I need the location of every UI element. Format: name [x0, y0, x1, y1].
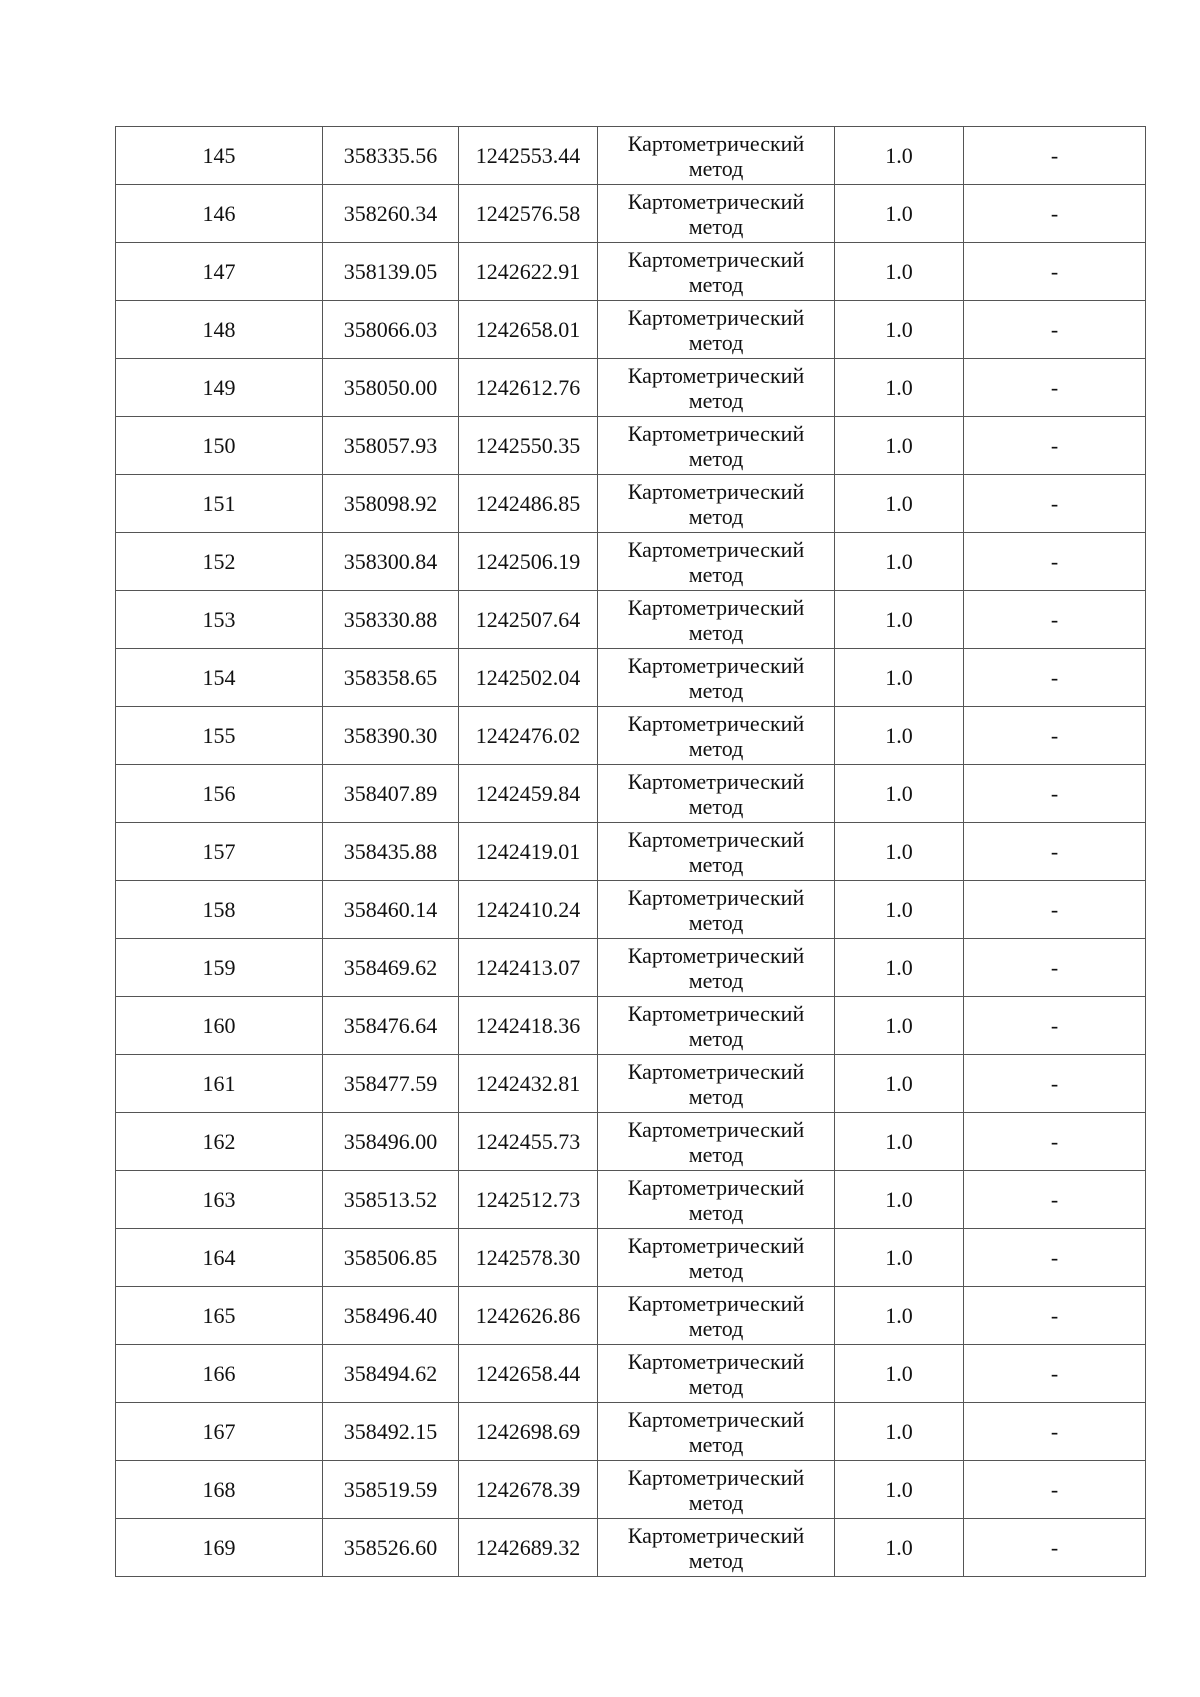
- note-cell: -: [964, 127, 1146, 185]
- table-row: [116, 1345, 1146, 1403]
- x-coordinate-cell: 358066.03: [323, 301, 459, 359]
- precision-cell: 1.0: [835, 243, 964, 301]
- method-cell: [598, 127, 835, 185]
- point-number-cell: 167: [116, 1403, 323, 1461]
- y-coordinate-cell: 1242576.58: [459, 185, 598, 243]
- y-coordinate-cell: 1242622.91: [459, 243, 598, 301]
- method-label-line2: метод: [688, 503, 744, 529]
- x-coordinate-cell: 358098.92: [323, 475, 459, 533]
- y-coordinate-cell: 1242658.44: [459, 1345, 598, 1403]
- point-number-cell: 156: [116, 765, 323, 823]
- method-label-line2: метод: [688, 561, 744, 587]
- method-cell: [598, 1461, 835, 1519]
- x-coordinate-cell: 358496.00: [323, 1113, 459, 1171]
- y-coordinate-cell: 1242459.84: [459, 765, 598, 823]
- x-coordinate-cell: 358519.59: [323, 1461, 459, 1519]
- note-cell: -: [964, 591, 1146, 649]
- table-row: [116, 1403, 1146, 1461]
- note-cell: -: [964, 1113, 1146, 1171]
- method-label-line2: метод: [688, 387, 744, 413]
- note-cell: -: [964, 1287, 1146, 1345]
- note-cell: -: [964, 1345, 1146, 1403]
- method-cell: [598, 185, 835, 243]
- y-coordinate-cell: 1242550.35: [459, 417, 598, 475]
- table-row: [116, 243, 1146, 301]
- point-number-cell: 163: [116, 1171, 323, 1229]
- note-cell: -: [964, 765, 1146, 823]
- note-cell: -: [964, 301, 1146, 359]
- note-cell: -: [964, 533, 1146, 591]
- method-cell: [598, 1345, 835, 1403]
- table-row: [116, 1461, 1146, 1519]
- method-cell: [598, 1287, 835, 1345]
- y-coordinate-cell: 1242410.24: [459, 881, 598, 939]
- method-label-line2: метод: [688, 967, 744, 993]
- method-label-line2: метод: [688, 1547, 744, 1573]
- method-label-line1: Картометрический: [627, 594, 805, 620]
- precision-cell: 1.0: [835, 823, 964, 881]
- x-coordinate-cell: 358435.88: [323, 823, 459, 881]
- method-label-line2: метод: [688, 1083, 744, 1109]
- y-coordinate-cell: 1242507.64: [459, 591, 598, 649]
- y-coordinate-cell: 1242502.04: [459, 649, 598, 707]
- method-label-line2: метод: [688, 1431, 744, 1457]
- point-number-cell: 154: [116, 649, 323, 707]
- x-coordinate-cell: 358494.62: [323, 1345, 459, 1403]
- method-label-line1: Картометрический: [627, 826, 805, 852]
- x-coordinate-cell: 358492.15: [323, 1403, 459, 1461]
- precision-cell: 1.0: [835, 591, 964, 649]
- method-label-line2: метод: [688, 1257, 744, 1283]
- point-number-cell: 162: [116, 1113, 323, 1171]
- x-coordinate-cell: 358139.05: [323, 243, 459, 301]
- method-label-line2: метод: [688, 1199, 744, 1225]
- point-number-cell: 160: [116, 997, 323, 1055]
- x-coordinate-cell: 358335.56: [323, 127, 459, 185]
- note-cell: -: [964, 185, 1146, 243]
- method-label-line1: Картометрический: [627, 768, 805, 794]
- table-row: [116, 185, 1146, 243]
- method-cell: [598, 1055, 835, 1113]
- method-label-line1: Картометрический: [627, 1290, 805, 1316]
- table-row: [116, 417, 1146, 475]
- precision-cell: 1.0: [835, 1345, 964, 1403]
- x-coordinate-cell: 358506.85: [323, 1229, 459, 1287]
- method-cell: [598, 533, 835, 591]
- point-number-cell: 151: [116, 475, 323, 533]
- method-cell: [598, 243, 835, 301]
- point-number-cell: 150: [116, 417, 323, 475]
- method-label-line2: метод: [688, 213, 744, 239]
- point-number-cell: 158: [116, 881, 323, 939]
- table-row: [116, 649, 1146, 707]
- note-cell: -: [964, 417, 1146, 475]
- method-label-line2: метод: [688, 619, 744, 645]
- table-row: [116, 765, 1146, 823]
- table-row: [116, 127, 1146, 185]
- note-cell: -: [964, 1229, 1146, 1287]
- table-row: [116, 475, 1146, 533]
- point-number-cell: 148: [116, 301, 323, 359]
- y-coordinate-cell: 1242419.01: [459, 823, 598, 881]
- note-cell: -: [964, 359, 1146, 417]
- x-coordinate-cell: 358526.60: [323, 1519, 459, 1577]
- precision-cell: 1.0: [835, 997, 964, 1055]
- x-coordinate-cell: 358460.14: [323, 881, 459, 939]
- note-cell: -: [964, 939, 1146, 997]
- table-row: [116, 301, 1146, 359]
- precision-cell: 1.0: [835, 1287, 964, 1345]
- table-row: [116, 359, 1146, 417]
- precision-cell: 1.0: [835, 1461, 964, 1519]
- y-coordinate-cell: 1242553.44: [459, 127, 598, 185]
- method-cell: [598, 301, 835, 359]
- precision-cell: 1.0: [835, 533, 964, 591]
- table-row: [116, 823, 1146, 881]
- point-number-cell: 153: [116, 591, 323, 649]
- y-coordinate-cell: 1242418.36: [459, 997, 598, 1055]
- method-label-line2: метод: [688, 1373, 744, 1399]
- method-label-line1: Картометрический: [627, 1116, 805, 1142]
- method-cell: [598, 881, 835, 939]
- y-coordinate-cell: 1242698.69: [459, 1403, 598, 1461]
- coordinates-table-body: [116, 127, 1146, 1577]
- x-coordinate-cell: 358407.89: [323, 765, 459, 823]
- x-coordinate-cell: 358358.65: [323, 649, 459, 707]
- y-coordinate-cell: 1242626.86: [459, 1287, 598, 1345]
- point-number-cell: 157: [116, 823, 323, 881]
- method-cell: [598, 823, 835, 881]
- x-coordinate-cell: 358300.84: [323, 533, 459, 591]
- method-label-line2: метод: [688, 909, 744, 935]
- method-label-line2: метод: [688, 271, 744, 297]
- method-label-line1: Картометрический: [627, 710, 805, 736]
- table-row: [116, 1287, 1146, 1345]
- table-row: [116, 1055, 1146, 1113]
- x-coordinate-cell: 358513.52: [323, 1171, 459, 1229]
- table-row: [116, 881, 1146, 939]
- note-cell: -: [964, 475, 1146, 533]
- precision-cell: 1.0: [835, 1113, 964, 1171]
- table-row: [116, 707, 1146, 765]
- y-coordinate-cell: 1242486.85: [459, 475, 598, 533]
- method-label-line1: Картометрический: [627, 884, 805, 910]
- method-label-line1: Картометрический: [627, 1464, 805, 1490]
- method-cell: [598, 765, 835, 823]
- method-label-line2: метод: [688, 851, 744, 877]
- precision-cell: 1.0: [835, 1171, 964, 1229]
- y-coordinate-cell: 1242612.76: [459, 359, 598, 417]
- point-number-cell: 164: [116, 1229, 323, 1287]
- precision-cell: 1.0: [835, 649, 964, 707]
- y-coordinate-cell: 1242678.39: [459, 1461, 598, 1519]
- point-number-cell: 159: [116, 939, 323, 997]
- method-cell: [598, 997, 835, 1055]
- method-label-line2: метод: [688, 1489, 744, 1515]
- point-number-cell: 155: [116, 707, 323, 765]
- point-number-cell: 166: [116, 1345, 323, 1403]
- method-label-line1: Картометрический: [627, 1000, 805, 1026]
- y-coordinate-cell: 1242476.02: [459, 707, 598, 765]
- precision-cell: 1.0: [835, 301, 964, 359]
- point-number-cell: 168: [116, 1461, 323, 1519]
- table-row: [116, 533, 1146, 591]
- method-cell: [598, 591, 835, 649]
- method-label-line1: Картометрический: [627, 942, 805, 968]
- note-cell: -: [964, 881, 1146, 939]
- method-label-line2: метод: [688, 677, 744, 703]
- method-cell: [598, 1229, 835, 1287]
- method-label-line1: Картометрический: [627, 1522, 805, 1548]
- method-label-line1: Картометрический: [627, 1232, 805, 1258]
- method-label-line1: Картометрический: [627, 652, 805, 678]
- precision-cell: 1.0: [835, 1055, 964, 1113]
- note-cell: -: [964, 1171, 1146, 1229]
- note-cell: -: [964, 1519, 1146, 1577]
- precision-cell: 1.0: [835, 1229, 964, 1287]
- method-cell: [598, 939, 835, 997]
- method-label-line1: Картометрический: [627, 478, 805, 504]
- precision-cell: 1.0: [835, 1519, 964, 1577]
- x-coordinate-cell: 358390.30: [323, 707, 459, 765]
- y-coordinate-cell: 1242413.07: [459, 939, 598, 997]
- method-label-line1: Картометрический: [627, 536, 805, 562]
- coordinates-table: [115, 126, 1146, 1577]
- x-coordinate-cell: 358050.00: [323, 359, 459, 417]
- method-cell: [598, 417, 835, 475]
- y-coordinate-cell: 1242455.73: [459, 1113, 598, 1171]
- note-cell: -: [964, 1403, 1146, 1461]
- precision-cell: 1.0: [835, 475, 964, 533]
- method-label-line1: Картометрический: [627, 1406, 805, 1432]
- x-coordinate-cell: 358330.88: [323, 591, 459, 649]
- x-coordinate-cell: 358469.62: [323, 939, 459, 997]
- y-coordinate-cell: 1242578.30: [459, 1229, 598, 1287]
- precision-cell: 1.0: [835, 765, 964, 823]
- point-number-cell: 152: [116, 533, 323, 591]
- method-label-line1: Картометрический: [627, 130, 805, 156]
- precision-cell: 1.0: [835, 707, 964, 765]
- note-cell: -: [964, 1055, 1146, 1113]
- x-coordinate-cell: 358057.93: [323, 417, 459, 475]
- method-label-line1: Картометрический: [627, 362, 805, 388]
- note-cell: -: [964, 707, 1146, 765]
- table-row: [116, 1171, 1146, 1229]
- precision-cell: 1.0: [835, 359, 964, 417]
- point-number-cell: 161: [116, 1055, 323, 1113]
- method-label-line1: Картометрический: [627, 1348, 805, 1374]
- method-label-line1: Картометрический: [627, 1058, 805, 1084]
- y-coordinate-cell: 1242512.73: [459, 1171, 598, 1229]
- y-coordinate-cell: 1242658.01: [459, 301, 598, 359]
- table-row: [116, 1229, 1146, 1287]
- method-cell: [598, 359, 835, 417]
- precision-cell: 1.0: [835, 417, 964, 475]
- y-coordinate-cell: 1242506.19: [459, 533, 598, 591]
- method-label-line2: метод: [688, 445, 744, 471]
- method-label-line1: Картометрический: [627, 1174, 805, 1200]
- note-cell: -: [964, 823, 1146, 881]
- table-row: [116, 997, 1146, 1055]
- table-row: [116, 1113, 1146, 1171]
- table-row: [116, 1519, 1146, 1577]
- point-number-cell: 146: [116, 185, 323, 243]
- precision-cell: 1.0: [835, 881, 964, 939]
- method-label-line2: метод: [688, 735, 744, 761]
- method-cell: [598, 1403, 835, 1461]
- point-number-cell: 169: [116, 1519, 323, 1577]
- point-number-cell: 145: [116, 127, 323, 185]
- y-coordinate-cell: 1242689.32: [459, 1519, 598, 1577]
- note-cell: -: [964, 1461, 1146, 1519]
- precision-cell: 1.0: [835, 939, 964, 997]
- x-coordinate-cell: 358477.59: [323, 1055, 459, 1113]
- x-coordinate-cell: 358260.34: [323, 185, 459, 243]
- method-label-line1: Картометрический: [627, 304, 805, 330]
- y-coordinate-cell: 1242432.81: [459, 1055, 598, 1113]
- table-row: [116, 591, 1146, 649]
- method-cell: [598, 1171, 835, 1229]
- precision-cell: 1.0: [835, 1403, 964, 1461]
- method-cell: [598, 707, 835, 765]
- method-label-line1: Картометрический: [627, 188, 805, 214]
- point-number-cell: 149: [116, 359, 323, 417]
- method-label-line2: метод: [688, 793, 744, 819]
- method-label-line2: метод: [688, 1315, 744, 1341]
- x-coordinate-cell: 358496.40: [323, 1287, 459, 1345]
- method-label-line1: Картометрический: [627, 420, 805, 446]
- method-cell: [598, 1519, 835, 1577]
- method-label-line2: метод: [688, 155, 744, 181]
- point-number-cell: 147: [116, 243, 323, 301]
- note-cell: -: [964, 243, 1146, 301]
- x-coordinate-cell: 358476.64: [323, 997, 459, 1055]
- note-cell: -: [964, 649, 1146, 707]
- note-cell: -: [964, 997, 1146, 1055]
- method-label-line2: метод: [688, 1141, 744, 1167]
- table-row: [116, 939, 1146, 997]
- method-label-line2: метод: [688, 1025, 744, 1051]
- precision-cell: 1.0: [835, 185, 964, 243]
- method-cell: [598, 475, 835, 533]
- method-cell: [598, 1113, 835, 1171]
- precision-cell: 1.0: [835, 127, 964, 185]
- method-label-line2: метод: [688, 329, 744, 355]
- method-cell: [598, 649, 835, 707]
- point-number-cell: 165: [116, 1287, 323, 1345]
- method-label-line1: Картометрический: [627, 246, 805, 272]
